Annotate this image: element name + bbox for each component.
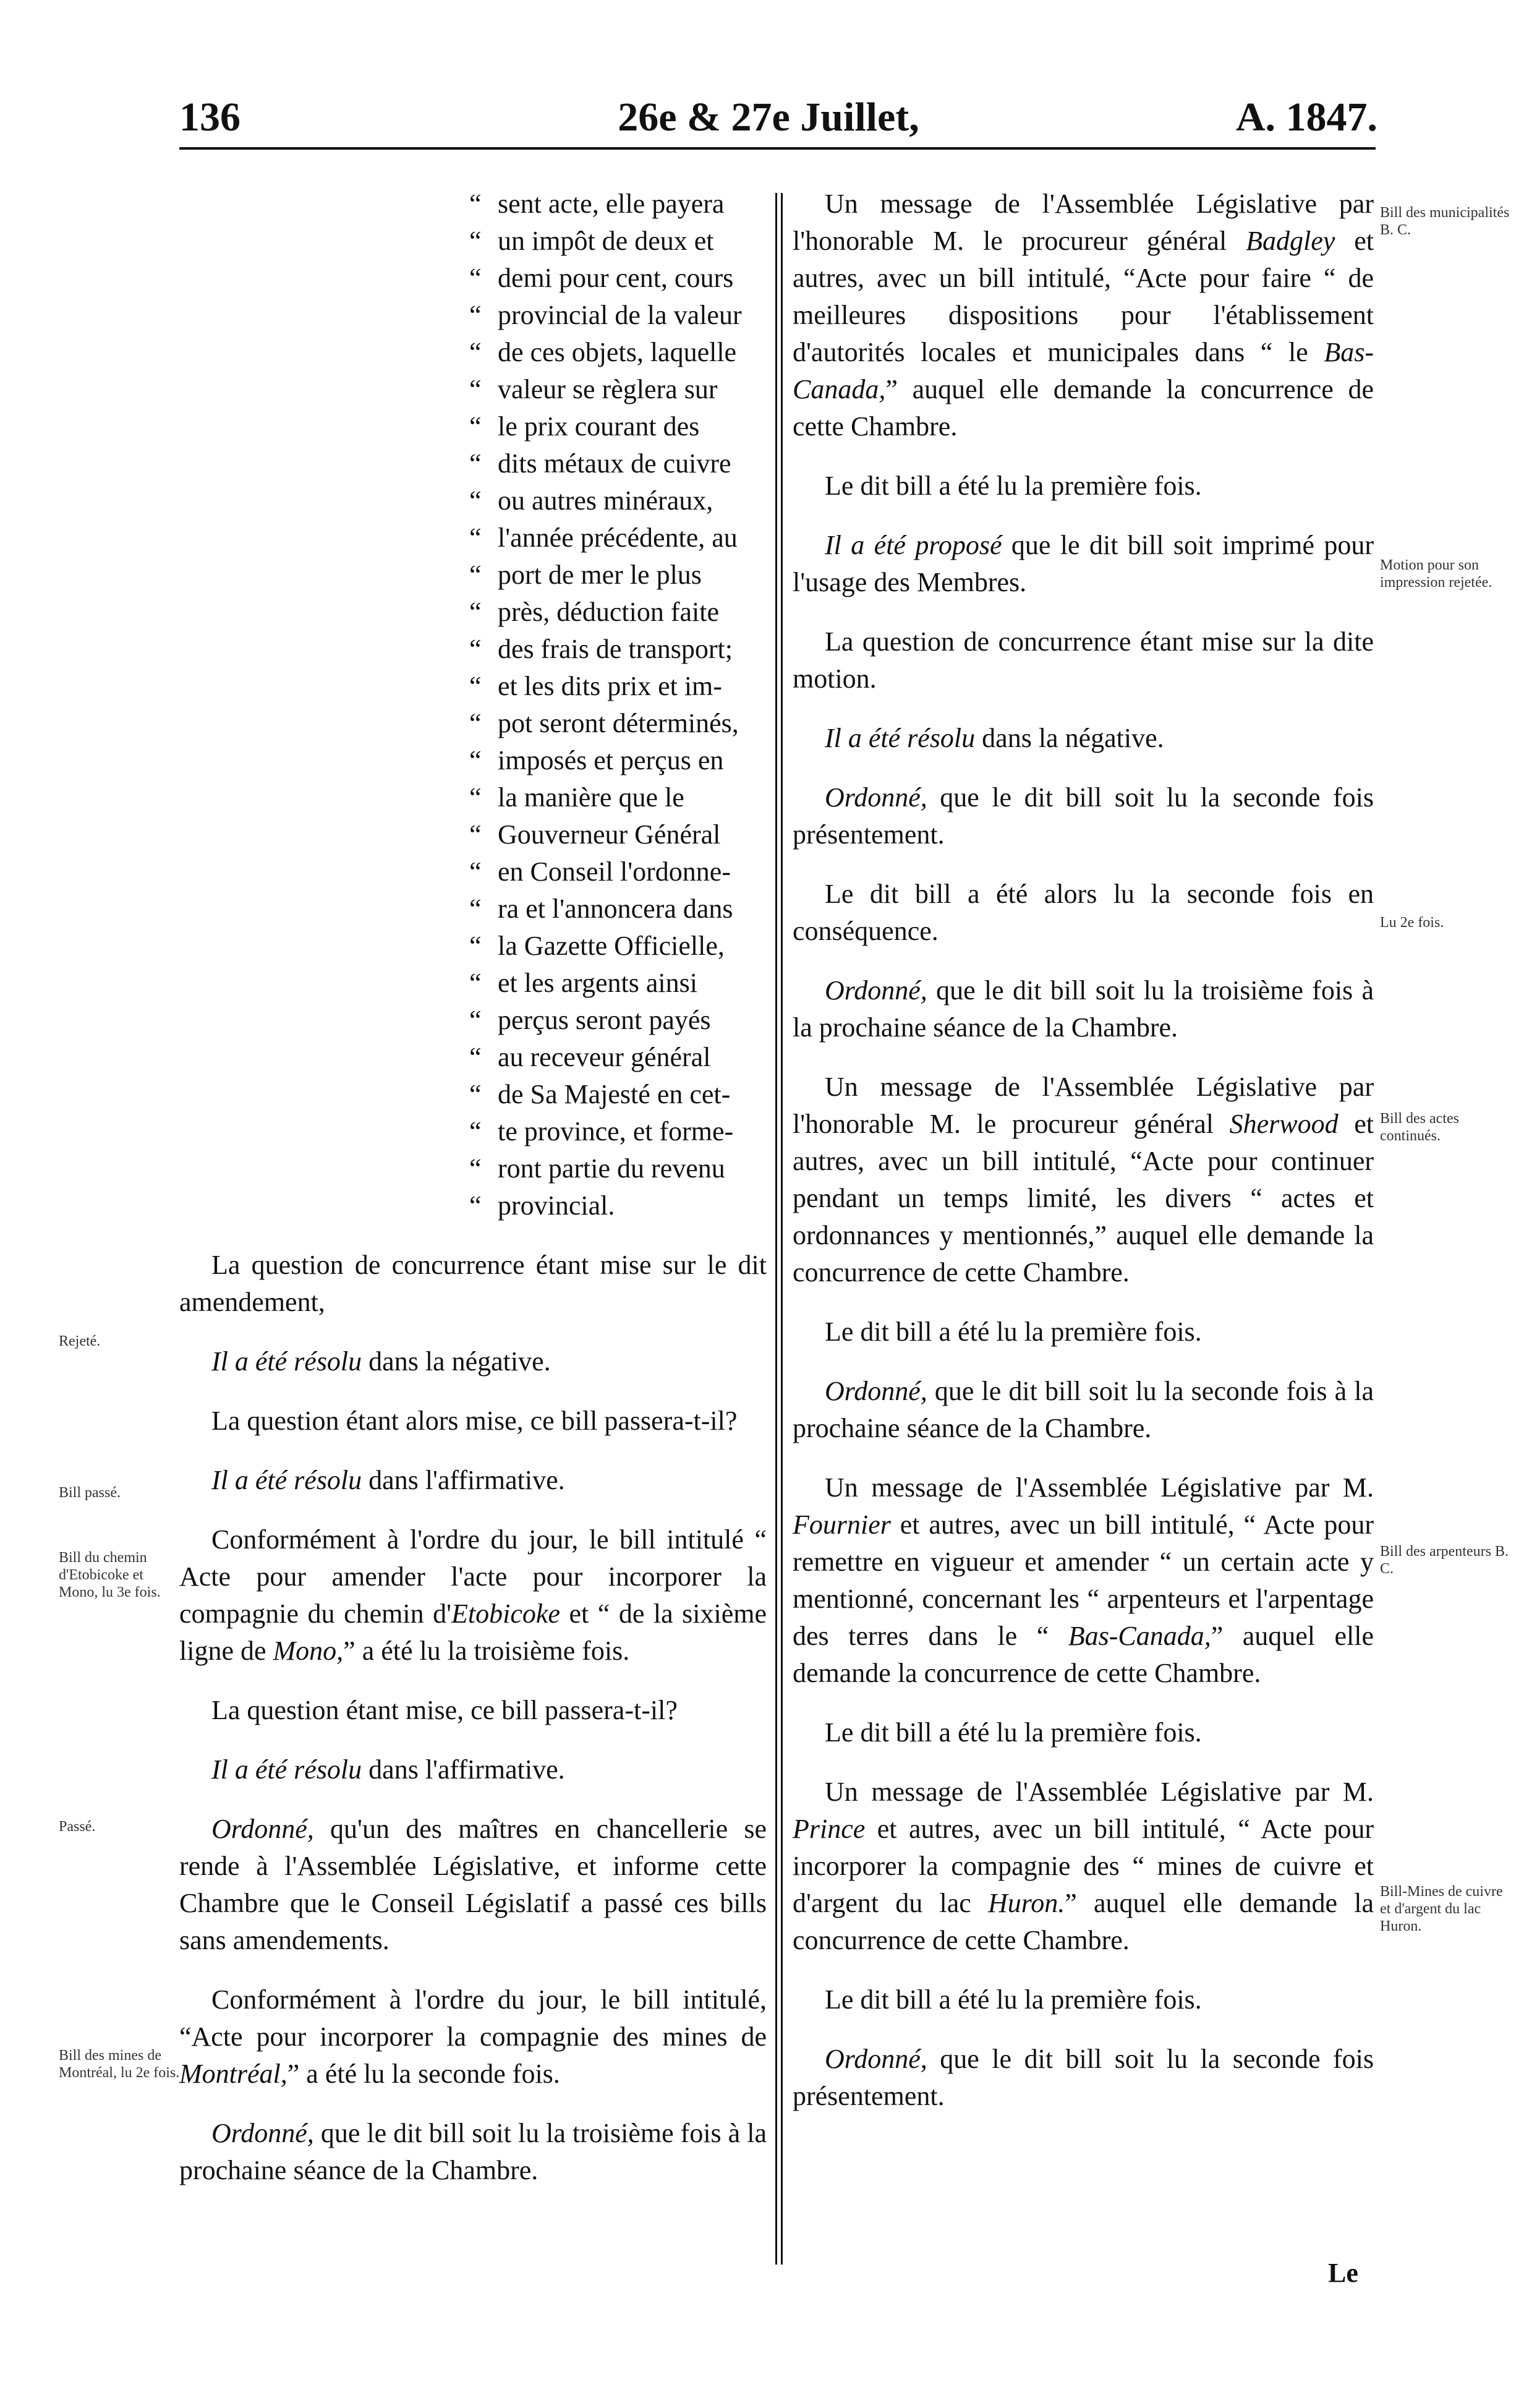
quote-line [461,1076,765,1113]
quote-mark: “ [469,374,482,404]
quote-mark: “ [469,634,482,664]
quote-line [461,779,765,816]
catchword: Le [1328,2258,1358,2288]
header-rule [179,147,1376,150]
quote-mark: “ [469,189,482,219]
quote-line [461,557,765,594]
paragraph: Le dit bill a été lu la première fois. [825,1984,1202,2015]
paragraph: La question étant alors mise, ce bill passera-t-il? [211,1406,738,1436]
paragraph: Il a été résolu dans la négative. [211,1346,551,1377]
column-divider [781,193,783,2265]
quote-mark: “ [469,597,482,627]
quote-text: en Conseil l'ordonne- [498,856,731,887]
quote-mark: “ [469,931,482,961]
quote-line [461,816,765,853]
quote-text: provincial. [498,1190,615,1221]
quote-line [461,371,765,408]
paragraph: Le dit bill a été alors lu la seconde fois en conséquence. [793,879,1374,946]
quote-line [461,297,765,334]
quote-mark: “ [469,1153,482,1184]
quote-line [461,519,765,557]
quote-text: ra et l'annoncera dans [498,894,733,924]
quote-mark: “ [469,1190,482,1221]
quote-mark: “ [469,856,482,887]
paragraph: Le dit bill a été lu la première fois. [825,1317,1202,1347]
quote-line [461,594,765,631]
quote-text: imposés et perçus en [498,745,724,775]
quote-mark: “ [469,782,482,813]
quote-mark: “ [469,485,482,516]
quote-line [461,631,765,668]
left-column [179,186,767,2211]
margin-note: Bill des municipalités B. C. [1380,205,1510,238]
paragraph: Un message de l'Assemblée Législative par M. Fournier et autres, avec un bill intitulé, “ Acte pour remettre en vigueur et amender “ un certain acte y mentionné, concernant les “ arpenteurs et l'arpentage des terres dans le “ Bas-Canada,” auquel elle demande la concurrence de cette Chambre. [793,1472,1374,1688]
quote-text: des frais de transport; [498,634,733,664]
quote-line [461,668,765,705]
quote-text: la manière que le [498,782,684,813]
paragraph: Le dit bill a été lu la première fois. [825,471,1202,501]
paragraph: Il a été proposé que le dit bill soit imprimé pour l'usage des Membres. [793,530,1374,597]
quote-text: et les argents ainsi [498,968,697,998]
page-number: 136 [179,95,241,140]
quote-mark: “ [469,1079,482,1109]
quote-mark: “ [469,1116,482,1146]
quote-mark: “ [469,1042,482,1072]
quote-mark: “ [469,819,482,850]
quote-text: au receveur général [498,1042,711,1072]
margin-note: Bill du chemin d'Etobicoke et Mono, lu 3e fois. [59,1550,161,1600]
paragraph: Conformément à l'ordre du jour, le bill intitulé, “Acte pour incorporer la compagnie des mines de Montréal,” a été lu la seconde fois. [179,1984,767,2089]
paragraph: Ordonné, que le dit bill soit lu la seconde fois présentement. [793,782,1374,850]
page-year: A. 1847. [1235,95,1377,140]
quote-line [461,965,765,1002]
quote-line [461,928,765,965]
column-divider [775,193,777,2265]
quote-text: Gouverneur Général [498,819,721,850]
paragraph: Un message de l'Assemblée Législative par M. Prince et autres, avec un bill intitulé, “ Acte pour incorporer la compagnie des “ mines de cuivre et d'argent du lac Huron.” auquel elle demande la concurrence de cette Chambre. [793,1777,1374,1955]
quote-mark: “ [469,337,482,367]
paragraph: Un message de l'Assemblée Législative par l'honorable M. le procureur général Badgley et autres, avec un bill intitulé, “Acte pour faire “ de meilleures dispositions pour l'établissement d'autorités locales et municipales dans “ le Bas-Canada,” auquel elle demande la concurrence de cette Chambre. [793,189,1374,442]
paragraph: Ordonné, que le dit bill soit lu la seconde fois à la prochaine séance de la Chambre. [793,1376,1374,1443]
paragraph: Ordonné, qu'un des maîtres en chancellerie se rende à l'Assemblée Législative, et informe cette Chambre que le Conseil Législatif a passé ces bills sans amendements. [179,1814,767,1955]
quote-line [461,890,765,928]
margin-note: Rejeté. [59,1333,101,1349]
quote-line [461,1002,765,1039]
paragraph: Ordonné, que le dit bill soit lu la seconde fois présentement. [793,2044,1374,2111]
paragraph: Il a été résolu dans l'affirmative. [211,1465,565,1495]
quote-text: sent acte, elle payera [498,189,725,219]
margin-note: Motion pour son impression rejetée. [1380,557,1492,591]
paragraph: Il a été résolu dans l'affirmative. [211,1754,565,1785]
quote-line [461,445,765,482]
quote-text: ou autres minéraux, [498,485,713,516]
quote-text: perçus seront payés [498,1005,711,1035]
quote-mark: “ [469,745,482,775]
quote-mark: “ [469,523,482,553]
paragraph: Ordonné, que le dit bill soit lu la troisième fois à la prochaine séance de la Chambre. [793,975,1374,1043]
quote-line [461,853,765,890]
paragraph: Le dit bill a été lu la première fois. [825,1717,1202,1748]
paragraph: Il a été résolu dans la négative. [825,723,1164,753]
margin-note: Bill des arpenteurs B. C. [1380,1543,1509,1577]
quote-text: de Sa Majesté en cet- [498,1079,731,1109]
quote-line [461,408,765,445]
margin-note: Lu 2e fois. [1380,915,1444,931]
margin-note: Bill passé. [59,1485,121,1501]
quote-mark: “ [469,448,482,479]
paragraph: La question de concurrence étant mise sur la dite motion. [793,626,1374,694]
quote-text: pot seront déterminés, [498,708,739,738]
amendment-quote [461,186,765,1224]
margin-note: Bill des actes continués. [1380,1111,1459,1144]
right-column [793,186,1374,2137]
quote-line [461,1150,765,1187]
quote-text: près, déduction faite [498,597,719,627]
quote-text: dits métaux de cuivre [498,448,731,479]
paragraph: Conformément à l'ordre du jour, le bill intitulé “ Acte pour amender l'acte pour incorporer la compagnie du chemin d'Etobicoke et “ de la sixième ligne de Mono,” a été lu la troisième fois. [179,1524,767,1666]
quote-mark: “ [469,263,482,293]
quote-text: un impôt de deux et [498,226,714,256]
quote-mark: “ [469,708,482,738]
quote-text: le prix courant des [498,411,700,442]
quote-text: demi pour cent, cours [498,263,734,293]
quote-text: la Gazette Officielle, [498,931,725,961]
quote-line [461,1039,765,1076]
margin-note: Passé. [59,1819,96,1835]
quote-mark: “ [469,560,482,590]
quote-text: ront partie du revenu [498,1153,725,1184]
quote-line [461,186,765,223]
paragraph: La question de concurrence étant mise sur le dit amendement, [179,1250,767,1317]
quote-line [461,705,765,742]
quote-mark: “ [469,300,482,330]
paragraph: La question étant mise, ce bill passera-t-il? [211,1695,678,1725]
quote-text: valeur se règlera sur [498,374,718,404]
quote-line [461,334,765,371]
margin-note: Bill des mines de Montréal, lu 2e fois. [59,2047,180,2081]
quote-mark: “ [469,1005,482,1035]
quote-mark: “ [469,894,482,924]
paragraph: Un message de l'Assemblée Législative par l'honorable M. le procureur général Sherwood et autres, avec un bill intitulé, “Acte pour continuer pendant un temps limité, les divers “ actes et ordonnances y mentionnés,” auquel elle demande la concurrence de cette Chambre. [793,1072,1374,1287]
quote-mark: “ [469,411,482,442]
quote-mark: “ [469,968,482,998]
quote-text: de ces objets, laquelle [498,337,737,367]
quote-line [461,482,765,519]
quote-line [461,223,765,260]
quote-text: te province, et forme- [498,1116,734,1146]
margin-note: Bill-Mines de cuivre et d'argent du lac Huron. [1380,1884,1503,1934]
quote-mark: “ [469,226,482,256]
quote-line [461,742,765,779]
quote-line [461,1187,765,1224]
quote-mark: “ [469,671,482,701]
quote-line [461,260,765,297]
quote-line [461,1113,765,1150]
page-date: 26e & 27e Juillet, [618,95,919,140]
quote-text: port de mer le plus [498,560,702,590]
paragraph: Ordonné, que le dit bill soit lu la troisième fois à la prochaine séance de la Chambre. [179,2118,767,2185]
quote-text: l'année précédente, au [498,523,738,553]
quote-text: provincial de la valeur [498,300,742,330]
quote-text: et les dits prix et im- [498,671,722,701]
